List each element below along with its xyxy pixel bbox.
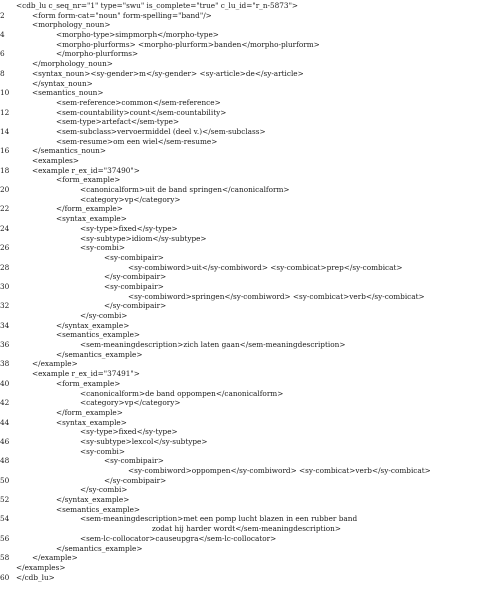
code-line <box>0 514 492 524</box>
line-number: 60 <box>0 572 10 582</box>
code-line <box>0 330 492 340</box>
code-line <box>0 359 492 369</box>
line-number: 8 <box>0 68 5 78</box>
line-number: 54 <box>0 514 10 524</box>
line-text: </examples> <box>16 562 66 572</box>
code-line <box>0 495 492 505</box>
code-line <box>0 98 492 108</box>
line-text: <sy-combiword>springen</sy-combiword> <sy-combicat>verb</sy-combicat> <box>128 291 425 301</box>
code-line <box>0 292 492 302</box>
line-number: 22 <box>0 204 10 214</box>
line-number: 40 <box>0 378 10 388</box>
code-line <box>0 40 492 50</box>
line-number: 20 <box>0 185 10 195</box>
line-text: <sem-meaningdescription>met een pomp lucht blazen in een rubber band <box>80 514 358 524</box>
line-text: <sy-combipair> <box>104 252 164 262</box>
code-line <box>0 214 492 224</box>
line-text: <example r_ex_id="37491"> <box>32 369 140 379</box>
line-number: 6 <box>0 49 5 59</box>
code-line <box>0 127 492 137</box>
line-text: <examples> <box>32 156 79 165</box>
code-line <box>0 1 492 11</box>
line-text: </sy-combi> <box>80 485 128 495</box>
line-text: <morpho-plurforms> <morpho-plurform>banden</morpho-plurform> <box>56 39 320 49</box>
code-line <box>0 234 492 244</box>
code-line <box>0 243 492 253</box>
line-text: <sy-combipair> <box>104 281 164 291</box>
line-text: zodat hij harder wordt</sem-meaningdescription> <box>152 524 341 534</box>
line-text: </sy-combi> <box>80 311 128 320</box>
code-line <box>0 156 492 166</box>
line-text: </form_example> <box>56 407 123 417</box>
line-text: <morpho-type>simpmorph</morpho-type> <box>56 30 219 40</box>
line-number: 26 <box>0 243 10 253</box>
code-line <box>0 389 492 399</box>
line-text: <sem-subclass>vervoermiddel (deel v.)</sem-subclass> <box>56 126 266 136</box>
line-number: 2 <box>0 10 5 20</box>
line-text: <sy-combi> <box>80 243 125 253</box>
line-text: </morpho-plurforms> <box>56 49 139 59</box>
code-line <box>0 282 492 292</box>
code-line <box>0 20 492 30</box>
line-text: </form_example> <box>56 204 123 214</box>
code-line <box>0 437 492 447</box>
code-line <box>0 204 492 214</box>
code-line <box>0 117 492 127</box>
line-text: <morphology_noun> <box>32 20 111 30</box>
code-line <box>0 505 492 515</box>
line-text: <sem-reference>common</sem-reference> <box>56 97 221 107</box>
line-text: <sem-lc-collocator>causeupgra</sem-lc-collocator> <box>80 533 277 543</box>
line-text: <cdb_lu c_seq_nr="1" type="swu" is_complete="true" c_lu_id="r_n-5873"> <box>16 1 299 10</box>
code-line <box>0 185 492 195</box>
code-line <box>0 408 492 418</box>
code-line <box>0 59 492 69</box>
code-line <box>0 311 492 321</box>
line-number: 46 <box>0 436 10 446</box>
line-text: </sy-combipair> <box>104 272 167 282</box>
line-number: 36 <box>0 340 10 350</box>
code-line <box>0 563 492 573</box>
line-number: 4 <box>0 30 5 40</box>
line-text: <category>vp</category> <box>80 194 181 204</box>
line-number: 32 <box>0 301 10 311</box>
line-text: </syntax_noun> <box>32 78 93 88</box>
line-text: <sem-countability>count</sem-countability> <box>56 107 227 117</box>
line-text: <category>vp</category> <box>80 398 181 408</box>
line-number: 28 <box>0 262 10 272</box>
code-line <box>0 30 492 40</box>
code-line <box>0 175 492 185</box>
line-number: 24 <box>0 223 10 233</box>
code-line <box>0 456 492 466</box>
line-text: <canonicalform>de band oppompen</canonicalform> <box>80 388 284 398</box>
code-line <box>0 340 492 350</box>
line-number: 10 <box>0 88 10 98</box>
line-number: 16 <box>0 146 10 156</box>
line-number: 50 <box>0 475 10 485</box>
code-line <box>0 301 492 311</box>
code-line <box>0 485 492 495</box>
line-number: 58 <box>0 553 10 563</box>
code-line <box>0 427 492 437</box>
line-text: </semantics_example> <box>56 349 143 359</box>
line-number: 34 <box>0 320 10 330</box>
code-line <box>0 573 492 583</box>
line-text: <sy-type>fixed</sy-type> <box>80 427 178 437</box>
code-line <box>0 49 492 59</box>
line-text: <sy-combiword>oppompen</sy-combiword> <sy-combicat>verb</sy-combicat> <box>128 466 431 475</box>
line-text: </syntax_example> <box>56 495 130 505</box>
line-text: <sy-combipair> <box>104 456 164 466</box>
code-line <box>0 524 492 534</box>
line-text: </example> <box>32 553 78 563</box>
line-text: </sy-combipair> <box>104 475 167 485</box>
code-line <box>0 466 492 476</box>
code-line <box>0 69 492 79</box>
line-text: <canonicalform>uit de band springen</canonicalform> <box>80 185 290 195</box>
code-line <box>0 108 492 118</box>
code-line <box>0 398 492 408</box>
line-number: 48 <box>0 456 10 466</box>
line-text: </semantics_noun> <box>32 146 106 156</box>
code-line <box>0 224 492 234</box>
line-text: <sy-subtype>idiom</sy-subtype> <box>80 233 207 243</box>
line-text: <sy-subtype>lexcol</sy-subtype> <box>80 436 208 446</box>
line-text: </semantics_example> <box>56 543 143 553</box>
line-text: <sem-type>artefact</sem-type> <box>56 117 180 127</box>
line-text: <form_example> <box>56 378 121 388</box>
code-line <box>0 272 492 282</box>
line-text: <example r_ex_id="37490"> <box>32 165 140 175</box>
code-line <box>0 11 492 21</box>
line-text: <sy-type>fixed</sy-type> <box>80 223 178 233</box>
code-line <box>0 379 492 389</box>
code-line <box>0 321 492 331</box>
line-text: </cdb_lu> <box>16 572 55 582</box>
line-text: <semantics_example> <box>56 330 141 340</box>
line-number: 44 <box>0 417 10 427</box>
line-text: </example> <box>32 359 78 369</box>
code-line <box>0 195 492 205</box>
code-line <box>0 476 492 486</box>
line-text: <syntax_example> <box>56 417 127 427</box>
line-text: <sy-combi> <box>80 446 125 456</box>
line-number: 38 <box>0 359 10 369</box>
line-number: 12 <box>0 107 10 117</box>
code-line <box>0 88 492 98</box>
line-text: </syntax_example> <box>56 320 130 330</box>
line-text: </morphology_noun> <box>32 59 113 69</box>
code-line <box>0 350 492 360</box>
code-line <box>0 263 492 273</box>
code-line <box>0 544 492 554</box>
code-line <box>0 146 492 156</box>
line-number: 42 <box>0 398 10 408</box>
code-line <box>0 534 492 544</box>
line-text: <sem-resume>om een wiel</sem-resume> <box>56 136 218 146</box>
code-line <box>0 553 492 563</box>
line-text: <sy-combiword>uit</sy-combiword> <sy-combicat>prep</sy-combicat> <box>128 262 403 272</box>
code-line <box>0 166 492 176</box>
line-number: 56 <box>0 533 10 543</box>
code-line <box>0 137 492 147</box>
line-number: 18 <box>0 165 10 175</box>
line-text: <syntax_example> <box>56 214 127 224</box>
line-text: </sy-combipair> <box>104 301 167 311</box>
code-line <box>0 369 492 379</box>
line-text: <sem-meaningdescription>zich laten gaan</sem-meaningdescription> <box>80 340 346 350</box>
line-number: 14 <box>0 126 10 136</box>
code-line <box>0 253 492 263</box>
line-text: <form form-cat="noun" form-spelling="band"/> <box>32 10 212 20</box>
code-line <box>0 418 492 428</box>
line-number: 52 <box>0 495 10 505</box>
code-line <box>0 447 492 457</box>
code-line <box>0 79 492 89</box>
line-text: <form_example> <box>56 175 121 185</box>
line-text: <syntax_noun><sy-gender>m</sy-gender> <sy-article>de</sy-article> <box>32 68 304 78</box>
line-text: <semantics_noun> <box>32 88 104 98</box>
line-text: <semantics_example> <box>56 504 141 514</box>
line-number: 30 <box>0 281 10 291</box>
